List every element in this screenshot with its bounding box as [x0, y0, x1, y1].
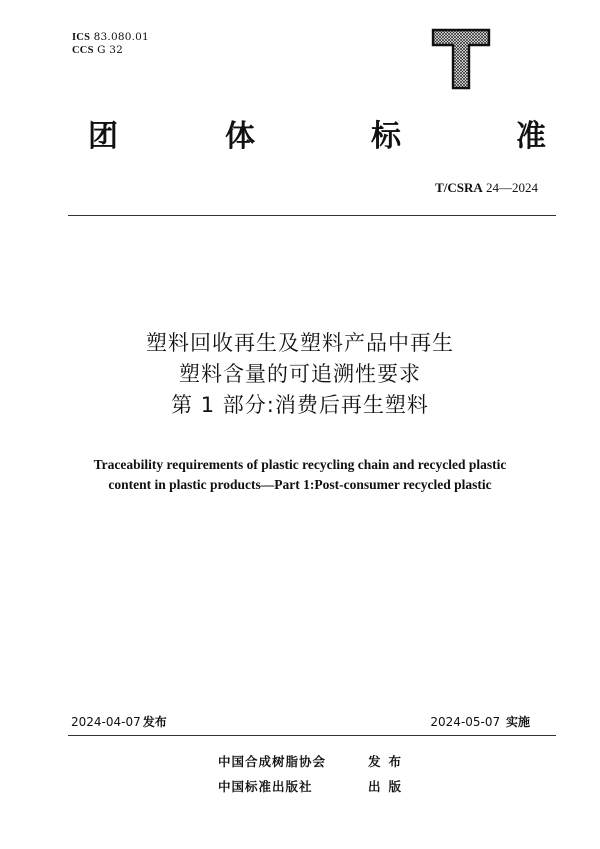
category-char: 体	[225, 119, 255, 154]
classification-codes	[72, 31, 149, 57]
title-chinese	[60, 328, 540, 421]
issuing-organization: 中国合成树脂协会 发布	[218, 754, 410, 769]
publishing-house: 中国标准出版社 出版	[218, 779, 410, 794]
title-en-line: Traceability requirements of plastic recycling chain and recycled plastic	[93, 457, 507, 472]
category-char: 准	[516, 119, 546, 154]
issue-date: 2024-04-07 发布	[71, 715, 167, 729]
bottom-divider	[68, 735, 556, 736]
implementation-date: 2024-05-07 实施	[430, 715, 530, 729]
title-zh-line: 塑料回收再生及塑料产品中再生	[146, 331, 454, 355]
title-en-line: content in plastic products—Part 1:Post-consumer recycled plastic	[108, 477, 492, 492]
ccs-code: CCS G 32	[72, 44, 124, 56]
standard-number: T/CSRA 24—2024	[435, 180, 538, 195]
title-zh-line: 塑料含量的可追溯性要求	[179, 362, 421, 386]
title-zh-line: 第 1 部分:消费后再生塑料	[171, 393, 429, 417]
document-category	[88, 118, 552, 158]
category-char: 标	[371, 119, 401, 154]
category-char: 团	[88, 119, 118, 154]
top-divider	[68, 215, 556, 216]
standard-type-logo	[431, 28, 491, 90]
ics-code: ICS 83.080.01	[72, 31, 149, 43]
title-english	[60, 455, 540, 495]
